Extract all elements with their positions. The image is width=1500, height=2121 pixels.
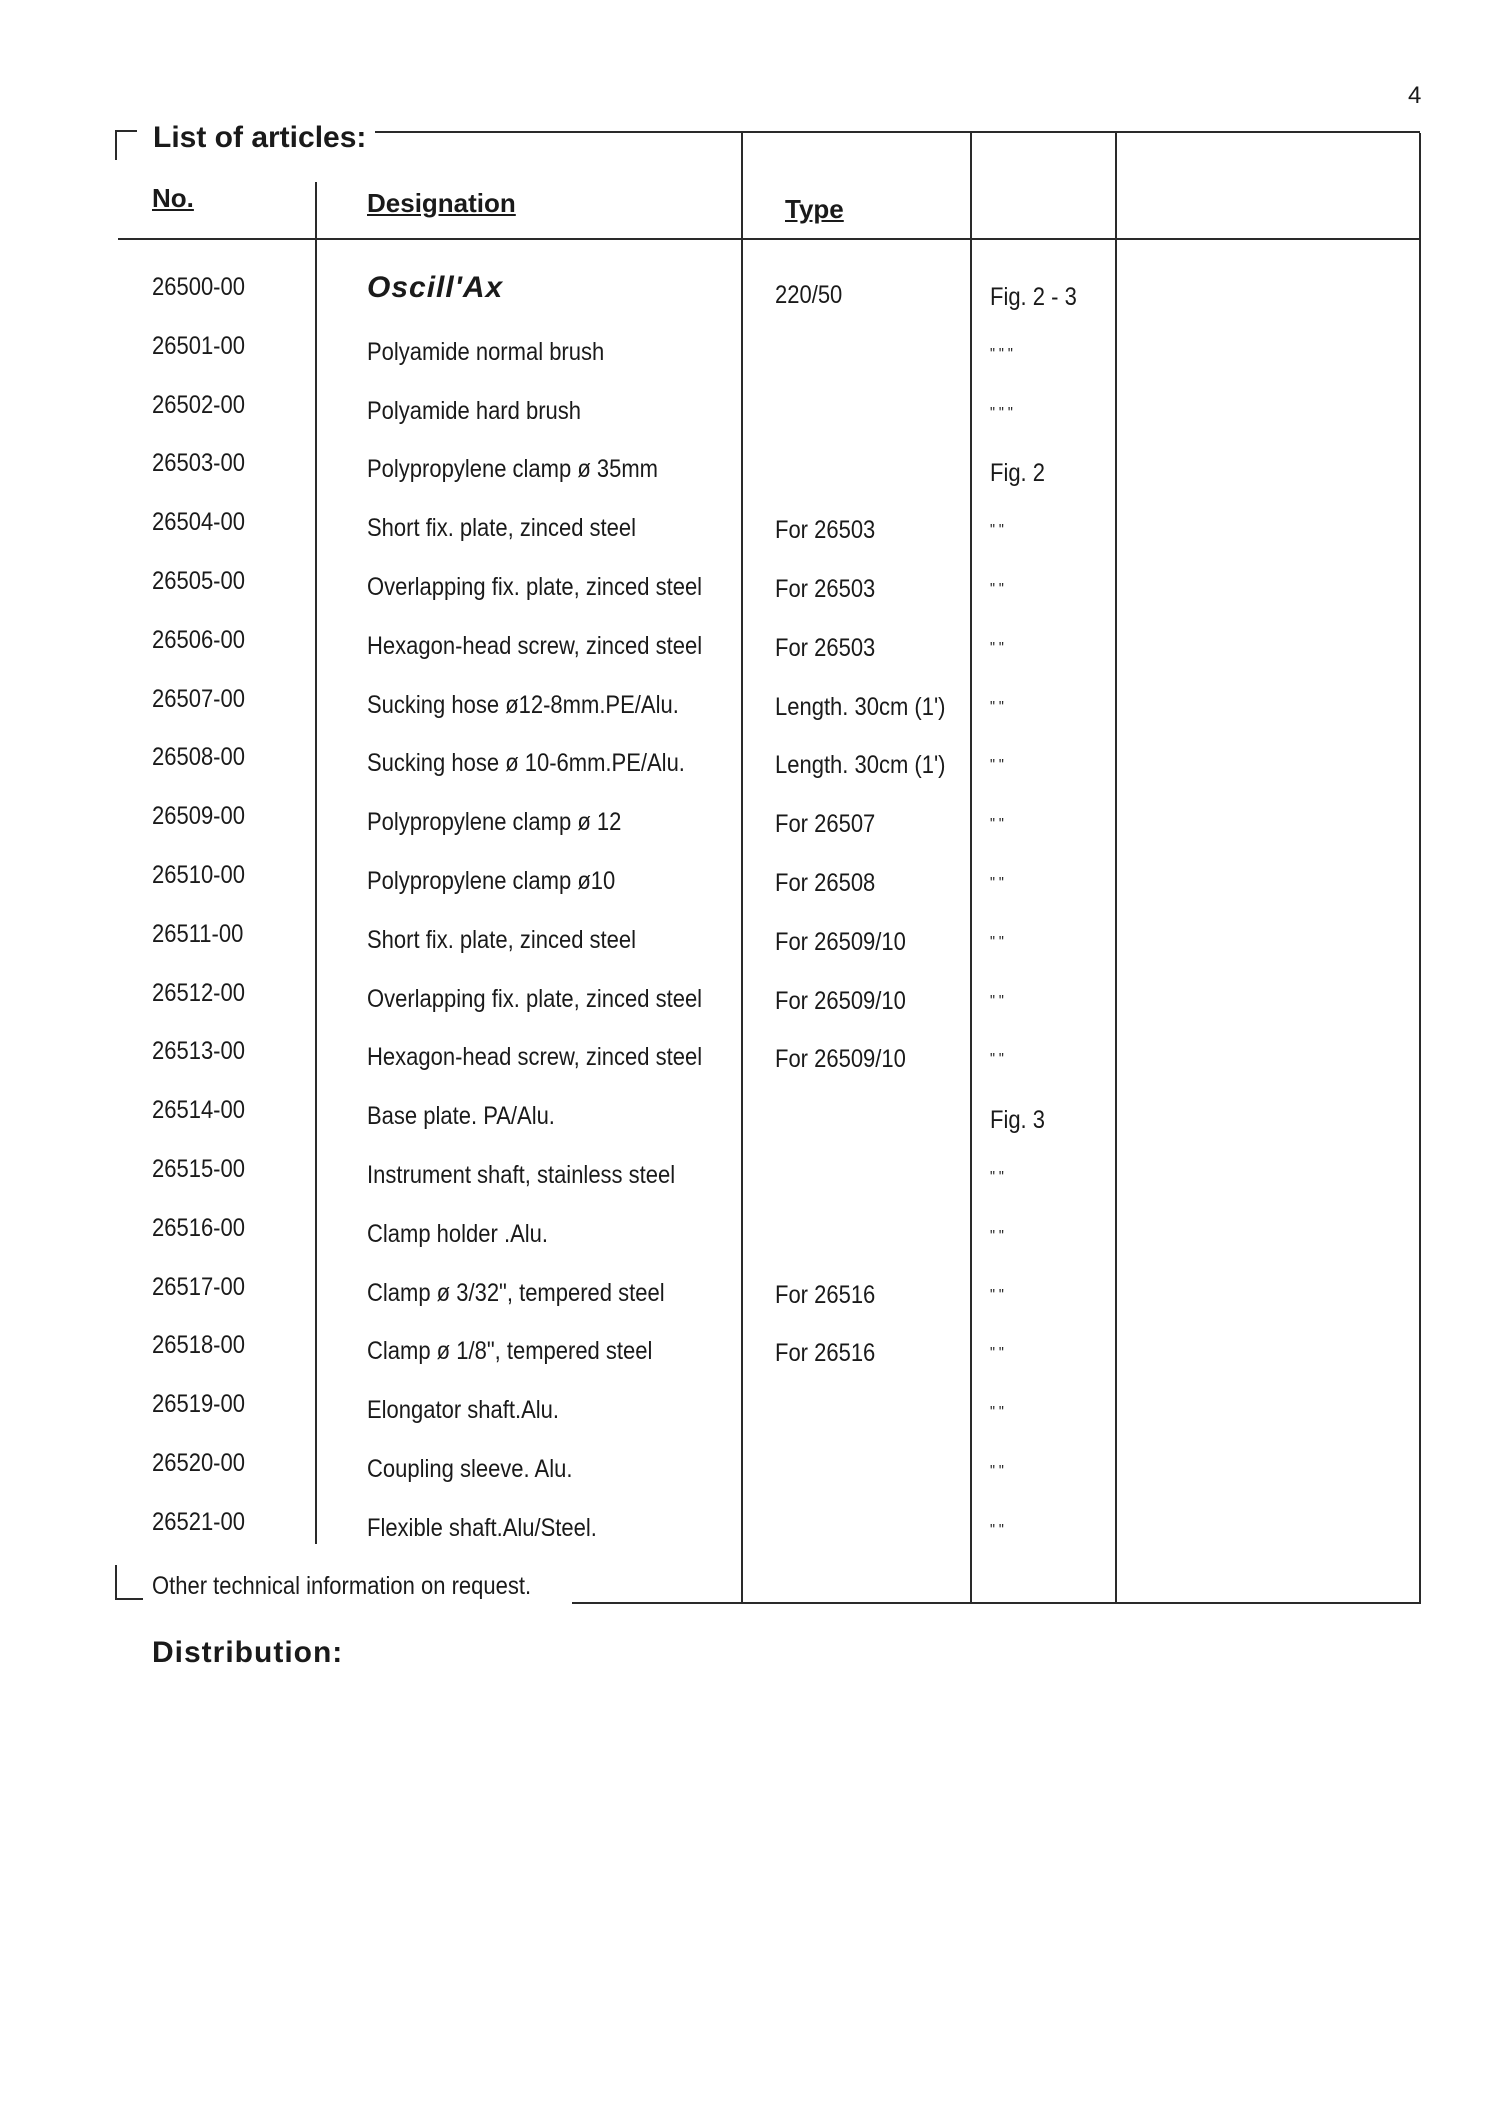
article-figure-ref: " " (990, 581, 1004, 598)
article-designation: Hexagon-head screw, zinced steel (367, 1043, 703, 1072)
article-designation: Base plate. PA/Alu. (367, 1102, 555, 1131)
article-type: For 26509/10 (775, 986, 906, 1015)
article-figure-ref: " " (990, 1521, 1004, 1539)
article-type: For 26516 (775, 1339, 876, 1368)
article-figure-ref: " " (990, 757, 1004, 775)
article-figure-ref: " " " (990, 345, 1013, 363)
col-divider-4 (1115, 133, 1117, 1603)
article-number: 26505-00 (152, 567, 245, 595)
article-designation: Polypropylene clamp ø10 (367, 867, 616, 895)
article-type: For 26503 (775, 633, 876, 662)
article-designation: Short fix. plate, zinced steel (367, 925, 637, 954)
article-number: 26513-00 (152, 1037, 245, 1066)
article-designation: Flexible shaft.Alu/Steel. (367, 1513, 597, 1542)
article-figure-ref: " " (990, 992, 1004, 1010)
article-number: 26514-00 (152, 1096, 245, 1125)
left-rule-bottom (115, 1565, 117, 1600)
article-figure-ref: " " (990, 875, 1004, 892)
article-designation: Sucking hose ø 10-6mm.PE/Alu. (367, 749, 685, 778)
list-title: List of articles: (153, 121, 367, 154)
article-figure-ref: " " (990, 1404, 1004, 1422)
article-figure-ref: Fig. 2 - 3 (990, 283, 1077, 311)
article-type: For 26509/10 (775, 1045, 906, 1074)
article-number: 26512-00 (152, 978, 245, 1007)
header-type: Type (785, 194, 844, 224)
article-figure-ref: " " (990, 1227, 1004, 1245)
article-designation: Coupling sleeve. Alu. (367, 1455, 573, 1483)
article-figure-ref: Fig. 3 (990, 1106, 1046, 1135)
article-type: For 26503 (775, 516, 876, 545)
article-figure-ref: " " (990, 816, 1004, 834)
distribution-label: Distribution: (152, 1636, 344, 1669)
article-number: 26509-00 (152, 802, 245, 831)
article-number: 26511-00 (152, 919, 244, 948)
article-number: 26519-00 (152, 1390, 245, 1419)
article-number: 26506-00 (152, 625, 245, 654)
article-designation: Polyamide hard brush (367, 396, 582, 425)
article-designation: Polypropylene clamp ø 35mm (367, 455, 659, 484)
article-figure-ref: " " (990, 933, 1004, 951)
article-designation: Clamp ø 1/8", tempered steel (367, 1337, 653, 1366)
article-number: 26515-00 (152, 1155, 245, 1183)
article-designation: Clamp ø 3/32", tempered steel (367, 1278, 665, 1307)
article-designation: Polypropylene clamp ø 12 (367, 808, 622, 837)
article-figure-ref: " " (990, 522, 1004, 540)
article-designation: Hexagon-head screw, zinced steel (367, 631, 703, 660)
article-number: 26500-00 (152, 273, 245, 301)
article-designation: Overlapping fix. plate, zinced steel (367, 984, 703, 1013)
article-figure-ref: Fig. 2 (990, 459, 1046, 488)
article-number: 26521-00 (152, 1507, 245, 1536)
article-figure-ref: " " (990, 639, 1004, 657)
article-designation: Elongator shaft.Alu. (367, 1396, 560, 1425)
article-type: 220/50 (775, 281, 843, 309)
article-type: For 26509/10 (775, 927, 906, 956)
article-type: For 26503 (775, 575, 876, 603)
top-rule-left-stub (115, 130, 137, 132)
col-divider-1 (315, 182, 317, 1544)
bottom-rule (572, 1602, 1421, 1604)
header-designation: Designation (367, 188, 516, 218)
article-number: 26520-00 (152, 1449, 245, 1477)
article-number: 26517-00 (152, 1272, 245, 1301)
article-designation: Oscill'Ax (367, 271, 504, 304)
bottom-rule-left-stub (115, 1598, 143, 1600)
article-number: 26502-00 (152, 390, 245, 419)
col-divider-3 (970, 133, 972, 1603)
article-number: 26501-00 (152, 331, 245, 360)
article-designation: Clamp holder .Alu. (367, 1219, 548, 1248)
article-number: 26508-00 (152, 743, 245, 772)
article-figure-ref: " " (990, 1463, 1004, 1480)
article-designation: Sucking hose ø12-8mm.PE/Alu. (367, 690, 679, 719)
article-figure-ref: " " (990, 698, 1004, 716)
article-number: 26504-00 (152, 508, 245, 537)
article-type: For 26516 (775, 1280, 876, 1309)
article-number: 26516-00 (152, 1213, 245, 1242)
article-figure-ref: " " (990, 1051, 1004, 1069)
header-rule (118, 238, 1420, 240)
article-designation: Polyamide normal brush (367, 337, 605, 366)
article-number: 26507-00 (152, 684, 245, 713)
article-figure-ref: " " (990, 1169, 1004, 1186)
col-divider-2 (741, 133, 743, 1603)
header-no: No. (152, 183, 194, 213)
article-number: 26503-00 (152, 449, 245, 478)
article-type: Length. 30cm (1') (775, 692, 946, 721)
article-type: For 26508 (775, 869, 876, 897)
right-rule (1419, 133, 1421, 1603)
article-figure-ref: " " (990, 1286, 1004, 1304)
article-designation: Short fix. plate, zinced steel (367, 514, 637, 543)
article-figure-ref: " " " (990, 404, 1013, 422)
article-type: For 26507 (775, 810, 876, 839)
article-number: 26510-00 (152, 861, 245, 889)
article-type: Length. 30cm (1') (775, 751, 946, 780)
article-number: 26518-00 (152, 1331, 245, 1360)
footer-note: Other technical information on request. (152, 1572, 532, 1600)
page-number: 4 (1408, 82, 1422, 109)
left-rule-top (115, 130, 117, 160)
article-designation: Overlapping fix. plate, zinced steel (367, 573, 703, 601)
top-rule (375, 131, 1420, 133)
article-designation: Instrument shaft, stainless steel (367, 1161, 676, 1189)
article-figure-ref: " " (990, 1345, 1004, 1363)
